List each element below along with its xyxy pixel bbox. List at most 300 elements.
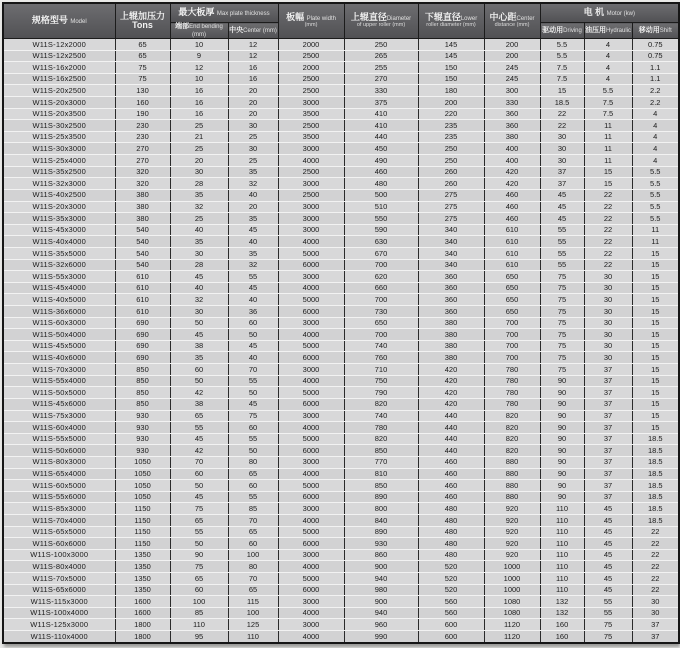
table-row (3, 166, 679, 178)
plate-width-cell: 2500 (278, 166, 344, 178)
header-thickness-end-zh: 端部 (175, 23, 190, 31)
thickness-end-cell: 65 (170, 410, 228, 422)
upper-roller-diameter-cell: 820 (344, 398, 418, 410)
plate-width-cell: 5000 (278, 387, 344, 399)
motor-shift-cell: 30 (632, 596, 679, 608)
motor-shift-cell: 18.5 (632, 433, 679, 445)
thickness-center-cell: 40 (228, 236, 278, 248)
thickness-end-cell: 10 (170, 73, 228, 85)
thickness-end-cell: 45 (170, 433, 228, 445)
motor-driving-cell: 45 (540, 213, 584, 225)
thickness-center-cell: 70 (228, 573, 278, 585)
pressure-tons-cell: 690 (115, 317, 170, 329)
pressure-tons-cell: 930 (115, 422, 170, 434)
table-row (3, 514, 679, 526)
motor-driving-cell: 18.5 (540, 97, 584, 109)
center-distance-cell: 245 (484, 73, 540, 85)
motor-hydraulic-cell: 15 (584, 166, 632, 178)
thickness-end-cell: 50 (170, 538, 228, 550)
motor-hydraulic-cell: 75 (584, 619, 632, 631)
upper-roller-diameter-cell: 700 (344, 259, 418, 271)
lower-roller-diameter-cell: 460 (418, 456, 484, 468)
motor-driving-cell: 90 (540, 398, 584, 410)
thickness-center-cell: 35 (228, 247, 278, 259)
thickness-center-cell: 16 (228, 73, 278, 85)
table-row (3, 317, 679, 329)
model-cell: W11S-32x3000 (3, 178, 115, 190)
plate-width-cell: 4000 (278, 329, 344, 341)
pressure-tons-cell: 690 (115, 329, 170, 341)
motor-hydraulic-cell: 45 (584, 514, 632, 526)
thickness-end-cell: 60 (170, 364, 228, 376)
center-distance-cell: 820 (484, 433, 540, 445)
table-row (3, 607, 679, 619)
pressure-tons-cell: 1600 (115, 596, 170, 608)
motor-shift-cell: 18.5 (632, 503, 679, 515)
center-distance-cell: 820 (484, 410, 540, 422)
thickness-end-cell: 35 (170, 236, 228, 248)
thickness-center-cell: 30 (228, 120, 278, 132)
table-row (3, 50, 679, 62)
header-thickness-end-en: End bending (mm) (189, 24, 223, 38)
pressure-tons-cell: 850 (115, 398, 170, 410)
motor-shift-cell: 15 (632, 282, 679, 294)
motor-driving-cell: 22 (540, 108, 584, 120)
motor-hydraulic-cell: 37 (584, 422, 632, 434)
plate-width-cell: 4000 (278, 375, 344, 387)
thickness-center-cell: 75 (228, 410, 278, 422)
motor-shift-cell: 22 (632, 526, 679, 538)
center-distance-cell: 1000 (484, 561, 540, 573)
pressure-tons-cell: 380 (115, 201, 170, 213)
model-cell: W11S-35x3000 (3, 213, 115, 225)
table-row (3, 282, 679, 294)
center-distance-cell: 420 (484, 166, 540, 178)
motor-driving-cell: 110 (540, 503, 584, 515)
upper-roller-diameter-cell: 590 (344, 224, 418, 236)
lower-roller-diameter-cell: 360 (418, 282, 484, 294)
thickness-end-cell: 38 (170, 340, 228, 352)
lower-roller-diameter-cell: 440 (418, 410, 484, 422)
thickness-center-cell: 65 (228, 584, 278, 596)
thickness-end-cell: 20 (170, 155, 228, 167)
motor-hydraulic-cell: 15 (584, 178, 632, 190)
table-row (3, 236, 679, 248)
center-distance-cell: 650 (484, 306, 540, 318)
center-distance-cell: 880 (484, 468, 540, 480)
plate-width-cell: 6000 (278, 445, 344, 457)
upper-roller-diameter-cell: 740 (344, 410, 418, 422)
header-model-en: Model (70, 19, 87, 26)
table-row (3, 584, 679, 596)
header-plate-width (278, 3, 344, 39)
lower-roller-diameter-cell: 260 (418, 166, 484, 178)
motor-shift-cell: 4 (632, 131, 679, 143)
thickness-center-cell: 55 (228, 375, 278, 387)
thickness-center-cell: 25 (228, 155, 278, 167)
center-distance-cell: 610 (484, 236, 540, 248)
center-distance-cell: 650 (484, 271, 540, 283)
upper-roller-diameter-cell: 710 (344, 364, 418, 376)
thickness-center-cell: 40 (228, 189, 278, 201)
motor-hydraulic-cell: 37 (584, 410, 632, 422)
header-motor-hydraulic-zh: 油压用 (585, 26, 606, 34)
motor-hydraulic-cell: 22 (584, 236, 632, 248)
center-distance-cell: 400 (484, 155, 540, 167)
motor-shift-cell: 18.5 (632, 456, 679, 468)
model-cell: W11S-30x3000 (3, 143, 115, 155)
header-thickness-en: Max plate thickness (216, 11, 270, 18)
thickness-end-cell: 35 (170, 352, 228, 364)
upper-roller-diameter-cell: 480 (344, 178, 418, 190)
table-row (3, 201, 679, 213)
pressure-tons-cell: 380 (115, 189, 170, 201)
motor-shift-cell: 0.75 (632, 39, 679, 51)
center-distance-cell: 920 (484, 503, 540, 515)
plate-width-cell: 3000 (278, 317, 344, 329)
motor-hydraulic-cell: 30 (584, 340, 632, 352)
model-cell: W11S-12x2500 (3, 50, 115, 62)
motor-driving-cell: 30 (540, 155, 584, 167)
motor-shift-cell: 15 (632, 247, 679, 259)
upper-roller-diameter-cell: 550 (344, 213, 418, 225)
thickness-center-cell: 40 (228, 294, 278, 306)
motor-hydraulic-cell: 30 (584, 352, 632, 364)
thickness-center-cell: 125 (228, 619, 278, 631)
thickness-center-cell: 65 (228, 526, 278, 538)
plate-width-cell: 5000 (278, 340, 344, 352)
table-row (3, 131, 679, 143)
center-distance-cell: 360 (484, 108, 540, 120)
model-cell: W11S-65x4000 (3, 468, 115, 480)
motor-shift-cell: 15 (632, 364, 679, 376)
pressure-tons-cell: 1150 (115, 526, 170, 538)
table-row (3, 631, 679, 643)
spec-table-header (3, 3, 679, 39)
center-distance-cell: 780 (484, 398, 540, 410)
motor-hydraulic-cell: 22 (584, 201, 632, 213)
motor-shift-cell: 11 (632, 224, 679, 236)
motor-hydraulic-cell: 45 (584, 549, 632, 561)
center-distance-cell: 1000 (484, 584, 540, 596)
upper-roller-diameter-cell: 460 (344, 166, 418, 178)
table-row (3, 422, 679, 434)
motor-driving-cell: 90 (540, 375, 584, 387)
table-row (3, 294, 679, 306)
upper-roller-diameter-cell: 650 (344, 317, 418, 329)
upper-roller-diameter-cell: 375 (344, 97, 418, 109)
pressure-tons-cell: 75 (115, 62, 170, 74)
motor-hydraulic-cell: 30 (584, 271, 632, 283)
thickness-center-cell: 55 (228, 433, 278, 445)
lower-roller-diameter-cell: 520 (418, 573, 484, 585)
header-center-distance (484, 3, 540, 39)
model-cell: W11S-40x5000 (3, 294, 115, 306)
pressure-tons-cell: 130 (115, 85, 170, 97)
table-row (3, 549, 679, 561)
lower-roller-diameter-cell: 275 (418, 213, 484, 225)
motor-driving-cell: 7.5 (540, 73, 584, 85)
model-cell: W11S-36x6000 (3, 306, 115, 318)
upper-roller-diameter-cell: 890 (344, 491, 418, 503)
plate-width-cell: 3000 (278, 596, 344, 608)
thickness-center-cell: 60 (228, 538, 278, 550)
motor-shift-cell: 22 (632, 549, 679, 561)
table-row (3, 189, 679, 201)
thickness-end-cell: 60 (170, 468, 228, 480)
center-distance-cell: 200 (484, 39, 540, 51)
table-row (3, 503, 679, 515)
thickness-center-cell: 35 (228, 166, 278, 178)
thickness-end-cell: 16 (170, 108, 228, 120)
lower-roller-diameter-cell: 460 (418, 491, 484, 503)
motor-driving-cell: 160 (540, 619, 584, 631)
plate-width-cell: 3000 (278, 364, 344, 376)
pressure-tons-cell: 540 (115, 247, 170, 259)
motor-hydraulic-cell: 37 (584, 445, 632, 457)
motor-driving-cell: 75 (540, 329, 584, 341)
model-cell: W11S-70x3000 (3, 364, 115, 376)
motor-hydraulic-cell: 11 (584, 120, 632, 132)
plate-width-cell: 6000 (278, 491, 344, 503)
thickness-end-cell: 50 (170, 317, 228, 329)
pressure-tons-cell: 270 (115, 143, 170, 155)
thickness-end-cell: 12 (170, 62, 228, 74)
motor-driving-cell: 5.5 (540, 50, 584, 62)
motor-shift-cell: 2.2 (632, 85, 679, 97)
upper-roller-diameter-cell: 770 (344, 456, 418, 468)
lower-roller-diameter-cell: 480 (418, 514, 484, 526)
plate-width-cell: 3500 (278, 108, 344, 120)
lower-roller-diameter-cell: 380 (418, 352, 484, 364)
header-max-thickness (170, 3, 278, 23)
motor-driving-cell: 110 (540, 526, 584, 538)
upper-roller-diameter-cell: 500 (344, 189, 418, 201)
center-distance-cell: 920 (484, 526, 540, 538)
header-lower-en: Lower (460, 16, 478, 23)
header-motor-en: Motor (kw) (606, 11, 635, 18)
thickness-center-cell: 85 (228, 503, 278, 515)
motor-hydraulic-cell: 45 (584, 573, 632, 585)
center-distance-cell: 700 (484, 329, 540, 341)
motor-hydraulic-cell: 37 (584, 491, 632, 503)
center-distance-cell: 1080 (484, 596, 540, 608)
lower-roller-diameter-cell: 480 (418, 503, 484, 515)
lower-roller-diameter-cell: 260 (418, 178, 484, 190)
model-cell: W11S-35x5000 (3, 247, 115, 259)
header-motor (540, 3, 679, 23)
thickness-center-cell: 70 (228, 514, 278, 526)
lower-roller-diameter-cell: 340 (418, 224, 484, 236)
lower-roller-diameter-cell: 460 (418, 480, 484, 492)
center-distance-cell: 920 (484, 538, 540, 550)
thickness-end-cell: 95 (170, 631, 228, 643)
upper-roller-diameter-cell: 490 (344, 155, 418, 167)
thickness-end-cell: 42 (170, 387, 228, 399)
pressure-tons-cell: 1050 (115, 456, 170, 468)
model-cell: W11S-65x6000 (3, 584, 115, 596)
pressure-tons-cell: 690 (115, 340, 170, 352)
motor-driving-cell: 90 (540, 480, 584, 492)
motor-shift-cell: 15 (632, 329, 679, 341)
motor-hydraulic-cell: 37 (584, 456, 632, 468)
thickness-center-cell: 20 (228, 108, 278, 120)
pressure-tons-cell: 610 (115, 271, 170, 283)
thickness-center-cell: 60 (228, 480, 278, 492)
center-distance-cell: 460 (484, 201, 540, 213)
thickness-center-cell: 55 (228, 491, 278, 503)
plate-width-cell: 6000 (278, 259, 344, 271)
center-distance-cell: 780 (484, 387, 540, 399)
motor-hydraulic-cell: 30 (584, 294, 632, 306)
header-thickness-end (170, 23, 228, 39)
motor-driving-cell: 90 (540, 468, 584, 480)
lower-roller-diameter-cell: 440 (418, 433, 484, 445)
motor-hydraulic-cell: 45 (584, 561, 632, 573)
table-row (3, 178, 679, 190)
plate-width-cell: 2500 (278, 73, 344, 85)
table-row (3, 259, 679, 271)
motor-hydraulic-cell: 37 (584, 468, 632, 480)
thickness-end-cell: 16 (170, 97, 228, 109)
table-row (3, 526, 679, 538)
lower-roller-diameter-cell: 275 (418, 189, 484, 201)
motor-shift-cell: 30 (632, 607, 679, 619)
plate-width-cell: 4000 (278, 514, 344, 526)
thickness-center-cell: 50 (228, 445, 278, 457)
upper-roller-diameter-cell: 900 (344, 561, 418, 573)
table-row (3, 375, 679, 387)
lower-roller-diameter-cell: 250 (418, 143, 484, 155)
upper-roller-diameter-cell: 850 (344, 480, 418, 492)
model-cell: W11S-80x4000 (3, 561, 115, 573)
lower-roller-diameter-cell: 520 (418, 561, 484, 573)
table-row (3, 85, 679, 97)
pressure-tons-cell: 230 (115, 120, 170, 132)
thickness-center-cell: 100 (228, 549, 278, 561)
center-distance-cell: 200 (484, 50, 540, 62)
model-cell: W11S-75x3000 (3, 410, 115, 422)
plate-width-cell: 3000 (278, 271, 344, 283)
motor-driving-cell: 55 (540, 247, 584, 259)
spec-sheet (2, 2, 678, 644)
upper-roller-diameter-cell: 700 (344, 294, 418, 306)
header-width-unit: (mm) (304, 21, 318, 28)
pressure-tons-cell: 540 (115, 224, 170, 236)
lower-roller-diameter-cell: 220 (418, 108, 484, 120)
model-cell: W11S-100x3000 (3, 549, 115, 561)
motor-driving-cell: 75 (540, 317, 584, 329)
motor-hydraulic-cell: 37 (584, 398, 632, 410)
model-cell: W11S-125x3000 (3, 619, 115, 631)
motor-driving-cell: 90 (540, 491, 584, 503)
plate-width-cell: 3500 (278, 131, 344, 143)
thickness-end-cell: 28 (170, 178, 228, 190)
pressure-tons-cell: 610 (115, 282, 170, 294)
model-cell: W11S-100x4000 (3, 607, 115, 619)
motor-hydraulic-cell: 45 (584, 584, 632, 596)
thickness-center-cell: 55 (228, 271, 278, 283)
motor-shift-cell: 11 (632, 236, 679, 248)
thickness-end-cell: 45 (170, 271, 228, 283)
upper-roller-diameter-cell: 255 (344, 62, 418, 74)
model-cell: W11S-60x6000 (3, 538, 115, 550)
motor-driving-cell: 30 (540, 143, 584, 155)
lower-roller-diameter-cell: 420 (418, 364, 484, 376)
motor-shift-cell: 0.75 (632, 50, 679, 62)
model-cell: W11S-50x5000 (3, 387, 115, 399)
plate-width-cell: 3000 (278, 410, 344, 422)
center-distance-cell: 920 (484, 514, 540, 526)
motor-hydraulic-cell: 22 (584, 259, 632, 271)
model-cell: W11S-12x2000 (3, 39, 115, 51)
pressure-tons-cell: 930 (115, 410, 170, 422)
table-row (3, 62, 679, 74)
thickness-end-cell: 50 (170, 480, 228, 492)
upper-roller-diameter-cell: 620 (344, 271, 418, 283)
motor-shift-cell: 22 (632, 561, 679, 573)
table-row (3, 213, 679, 225)
motor-hydraulic-cell: 37 (584, 480, 632, 492)
model-cell: W11S-45x5000 (3, 340, 115, 352)
motor-shift-cell: 4 (632, 120, 679, 132)
table-row (3, 97, 679, 109)
center-distance-cell: 920 (484, 549, 540, 561)
header-thickness-center-zh: 中央 (229, 26, 244, 34)
plate-width-cell: 3000 (278, 213, 344, 225)
motor-driving-cell: 90 (540, 422, 584, 434)
plate-width-cell: 6000 (278, 398, 344, 410)
center-distance-cell: 700 (484, 317, 540, 329)
model-cell: W11S-45x4000 (3, 282, 115, 294)
pressure-tons-cell: 1600 (115, 607, 170, 619)
thickness-end-cell: 45 (170, 491, 228, 503)
upper-roller-diameter-cell: 780 (344, 422, 418, 434)
header-motor-hydraulic-en: Hydraulic (606, 27, 632, 34)
motor-driving-cell: 15 (540, 85, 584, 97)
plate-width-cell: 5000 (278, 526, 344, 538)
table-row (3, 143, 679, 155)
motor-driving-cell: 90 (540, 456, 584, 468)
upper-roller-diameter-cell: 790 (344, 387, 418, 399)
lower-roller-diameter-cell: 275 (418, 201, 484, 213)
thickness-center-cell: 32 (228, 178, 278, 190)
pressure-tons-cell: 610 (115, 294, 170, 306)
header-motor-shift (632, 23, 679, 39)
thickness-end-cell: 32 (170, 294, 228, 306)
table-row (3, 340, 679, 352)
motor-shift-cell: 4 (632, 143, 679, 155)
model-cell: W11S-32x6000 (3, 259, 115, 271)
pressure-tons-cell: 850 (115, 375, 170, 387)
plate-width-cell: 3000 (278, 143, 344, 155)
header-thickness-center (228, 23, 278, 39)
lower-roller-diameter-cell: 600 (418, 631, 484, 643)
center-distance-cell: 245 (484, 62, 540, 74)
model-cell: W11S-20x2500 (3, 85, 115, 97)
lower-roller-diameter-cell: 235 (418, 120, 484, 132)
thickness-center-cell: 60 (228, 317, 278, 329)
upper-roller-diameter-cell: 630 (344, 236, 418, 248)
model-cell: W11S-25x4000 (3, 155, 115, 167)
model-cell: W11S-40x2500 (3, 189, 115, 201)
thickness-end-cell: 25 (170, 213, 228, 225)
pressure-tons-cell: 1050 (115, 491, 170, 503)
header-motor-shift-zh: 移动用 (638, 26, 660, 34)
motor-driving-cell: 160 (540, 631, 584, 643)
motor-driving-cell: 132 (540, 607, 584, 619)
model-cell: W11S-60x5000 (3, 480, 115, 492)
